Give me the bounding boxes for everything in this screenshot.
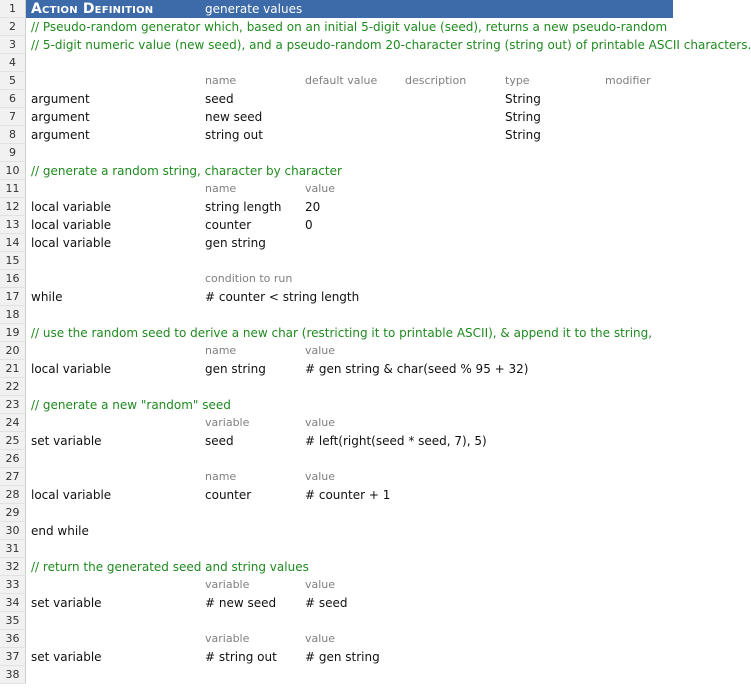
column-header-cell[interactable]: value bbox=[305, 182, 336, 195]
sheet-row[interactable] bbox=[0, 72, 673, 90]
sheet-row[interactable] bbox=[0, 468, 673, 486]
column-header-cell[interactable]: variable bbox=[205, 632, 250, 645]
column-header-cell[interactable]: variable bbox=[205, 416, 250, 429]
row-number[interactable]: 7 bbox=[0, 108, 26, 126]
sheet-row[interactable] bbox=[0, 126, 673, 144]
column-header-cell[interactable]: name bbox=[205, 344, 237, 357]
row-number[interactable]: 36 bbox=[0, 630, 26, 648]
sheet-row[interactable] bbox=[0, 540, 673, 558]
sheet-row[interactable] bbox=[0, 558, 673, 576]
sheet-row[interactable] bbox=[0, 306, 673, 324]
sheet-cell[interactable]: String bbox=[505, 128, 541, 142]
row-number[interactable]: 29 bbox=[0, 504, 26, 522]
sheet-row[interactable] bbox=[0, 432, 673, 450]
sheet-cell[interactable]: argument bbox=[31, 110, 90, 124]
comment-cell[interactable]: // use the random seed to derive a new char (restricting it to printable ASCII), & append it to the string, bbox=[31, 326, 653, 340]
row-number[interactable]: 22 bbox=[0, 378, 26, 396]
row-number[interactable]: 37 bbox=[0, 648, 26, 666]
action-definition-title: Action Definition bbox=[31, 1, 154, 17]
row-number[interactable]: 38 bbox=[0, 666, 26, 684]
sheet-row[interactable] bbox=[0, 270, 673, 288]
row-number[interactable]: 21 bbox=[0, 360, 26, 378]
row-number[interactable]: 32 bbox=[0, 558, 26, 576]
sheet-cell[interactable]: set variable bbox=[31, 596, 102, 610]
sheet-cell[interactable]: String bbox=[505, 110, 541, 124]
row-number[interactable]: 12 bbox=[0, 198, 26, 216]
column-header-cell[interactable]: description bbox=[405, 74, 467, 87]
comment-cell[interactable]: // Pseudo-random generator which, based on an initial 5-digit value (seed), returns a new pseudo-random bbox=[31, 20, 668, 34]
sheet-cell[interactable]: argument bbox=[31, 92, 90, 106]
row-number[interactable]: 19 bbox=[0, 324, 26, 342]
column-header-cell[interactable]: default value bbox=[305, 74, 378, 87]
column-header-cell[interactable]: name bbox=[205, 182, 237, 195]
sheet-cell[interactable]: String bbox=[505, 92, 541, 106]
sheet-row[interactable] bbox=[0, 450, 673, 468]
row-number[interactable]: 6 bbox=[0, 90, 26, 108]
sheet-cell[interactable]: # counter < string length bbox=[205, 290, 360, 304]
sheet-row[interactable] bbox=[0, 594, 673, 612]
sheet-row[interactable] bbox=[0, 396, 673, 414]
sheet-row[interactable] bbox=[0, 648, 673, 666]
column-header-cell[interactable]: value bbox=[305, 470, 336, 483]
row-number[interactable]: 9 bbox=[0, 144, 26, 162]
sheet-cell[interactable]: new seed bbox=[205, 110, 263, 124]
sheet-cell[interactable]: argument bbox=[31, 128, 90, 142]
sheet-row[interactable] bbox=[0, 666, 673, 684]
column-header-cell[interactable]: value bbox=[305, 416, 336, 429]
sheet-cell[interactable]: # string out bbox=[205, 650, 277, 664]
sheet-row[interactable] bbox=[0, 36, 751, 54]
sheet-cell[interactable]: string out bbox=[205, 128, 263, 142]
column-header-cell[interactable]: variable bbox=[205, 578, 250, 591]
row-number[interactable]: 4 bbox=[0, 54, 26, 72]
column-header-cell[interactable]: name bbox=[205, 74, 237, 87]
sheet-row[interactable] bbox=[0, 144, 673, 162]
sheet-cell[interactable]: set variable bbox=[31, 650, 102, 664]
sheet-row[interactable] bbox=[0, 288, 673, 306]
sheet-cell[interactable]: counter bbox=[205, 488, 252, 502]
sheet-cell[interactable]: gen string bbox=[205, 236, 266, 250]
sheet-cell[interactable]: # counter + 1 bbox=[305, 488, 391, 502]
sheet-cell[interactable]: 0 bbox=[305, 218, 313, 232]
sheet-cell[interactable]: gen string bbox=[205, 362, 266, 376]
sheet-row[interactable] bbox=[0, 0, 673, 18]
row-number[interactable]: 27 bbox=[0, 468, 26, 486]
comment-cell[interactable]: // generate a random string, character by character bbox=[31, 164, 342, 178]
row-number[interactable]: 33 bbox=[0, 576, 26, 594]
row-number[interactable]: 15 bbox=[0, 252, 26, 270]
row-number[interactable]: 31 bbox=[0, 540, 26, 558]
row-number[interactable]: 13 bbox=[0, 216, 26, 234]
column-header-cell[interactable]: value bbox=[305, 578, 336, 591]
sheet-row[interactable] bbox=[0, 522, 673, 540]
comment-cell[interactable]: // return the generated seed and string values bbox=[31, 560, 309, 574]
row-number[interactable]: 16 bbox=[0, 270, 26, 288]
comment-cell[interactable]: // 5-digit numeric value (new seed), and a pseudo-random 20-character string (string out) of printable ASCII characters. bbox=[31, 38, 751, 52]
sheet-row[interactable] bbox=[0, 324, 673, 342]
row-number[interactable]: 23 bbox=[0, 396, 26, 414]
sheet-cell[interactable]: set variable bbox=[31, 434, 102, 448]
column-header-cell[interactable]: value bbox=[305, 344, 336, 357]
sheet-cell[interactable]: end while bbox=[31, 524, 89, 538]
sheet-row[interactable] bbox=[0, 252, 673, 270]
sheet-row[interactable] bbox=[0, 414, 673, 432]
sheet-row[interactable] bbox=[0, 576, 673, 594]
row-number[interactable]: 5 bbox=[0, 72, 26, 90]
row-number[interactable]: 18 bbox=[0, 306, 26, 324]
sheet-cell[interactable]: local variable bbox=[31, 488, 112, 502]
row-number[interactable]: 26 bbox=[0, 450, 26, 468]
row-number[interactable]: 14 bbox=[0, 234, 26, 252]
sheet-cell[interactable]: local variable bbox=[31, 218, 112, 232]
row-number[interactable]: 1 bbox=[0, 0, 26, 18]
sheet-cell[interactable]: local variable bbox=[31, 362, 112, 376]
sheet-cell[interactable]: while bbox=[31, 290, 63, 304]
row-number[interactable]: 20 bbox=[0, 342, 26, 360]
action-name[interactable]: generate values bbox=[205, 2, 303, 16]
row-number[interactable]: 34 bbox=[0, 594, 26, 612]
sheet-row[interactable] bbox=[0, 198, 673, 216]
sheet-row[interactable] bbox=[0, 486, 673, 504]
sheet-row[interactable] bbox=[0, 234, 673, 252]
sheet-cell[interactable]: # left(right(seed * seed, 7), 5) bbox=[305, 434, 487, 448]
sheet-cell[interactable]: # seed bbox=[305, 596, 348, 610]
sheet-row[interactable] bbox=[0, 162, 673, 180]
sheet-row[interactable] bbox=[0, 180, 673, 198]
sheet-cell[interactable]: 20 bbox=[305, 200, 321, 214]
row-number[interactable]: 17 bbox=[0, 288, 26, 306]
sheet-cell[interactable]: local variable bbox=[31, 200, 112, 214]
sheet-cell[interactable]: local variable bbox=[31, 236, 112, 250]
row-number[interactable]: 30 bbox=[0, 522, 26, 540]
sheet-row[interactable] bbox=[0, 342, 673, 360]
row-number[interactable]: 28 bbox=[0, 486, 26, 504]
sheet-row[interactable] bbox=[0, 630, 673, 648]
sheet-row[interactable] bbox=[0, 504, 673, 522]
sheet-row[interactable] bbox=[0, 108, 673, 126]
sheet-cell[interactable]: # gen string bbox=[305, 650, 380, 664]
sheet-cell[interactable]: # gen string & char(seed % 95 + 32) bbox=[305, 362, 529, 376]
row-number[interactable]: 25 bbox=[0, 432, 26, 450]
row-number[interactable]: 11 bbox=[0, 180, 26, 198]
column-header-cell[interactable]: name bbox=[205, 470, 237, 483]
sheet-cell[interactable]: seed bbox=[205, 92, 234, 106]
column-header-cell[interactable]: type bbox=[505, 74, 530, 87]
sheet-cell[interactable]: string length bbox=[205, 200, 282, 214]
sheet-row[interactable] bbox=[0, 90, 673, 108]
row-number[interactable]: 2 bbox=[0, 18, 26, 36]
row-number[interactable]: 8 bbox=[0, 126, 26, 144]
row-number[interactable]: 10 bbox=[0, 162, 26, 180]
column-header-cell[interactable]: modifier bbox=[605, 74, 651, 87]
sheet-row[interactable] bbox=[0, 360, 673, 378]
sheet-row[interactable] bbox=[0, 216, 673, 234]
sheet-cell[interactable]: counter bbox=[205, 218, 252, 232]
row-number[interactable]: 24 bbox=[0, 414, 26, 432]
row-number[interactable]: 3 bbox=[0, 36, 26, 54]
comment-cell[interactable]: // generate a new "random" seed bbox=[31, 398, 231, 412]
row-number[interactable]: 35 bbox=[0, 612, 26, 630]
sheet-row[interactable] bbox=[0, 378, 673, 396]
sheet-cell[interactable]: seed bbox=[205, 434, 234, 448]
sheet-row[interactable] bbox=[0, 612, 673, 630]
sheet-row[interactable] bbox=[0, 18, 673, 36]
column-header-cell[interactable]: value bbox=[305, 632, 336, 645]
sheet-cell[interactable]: # new seed bbox=[205, 596, 277, 610]
column-header-cell[interactable]: condition to run bbox=[205, 272, 293, 285]
sheet-row[interactable] bbox=[0, 54, 673, 72]
